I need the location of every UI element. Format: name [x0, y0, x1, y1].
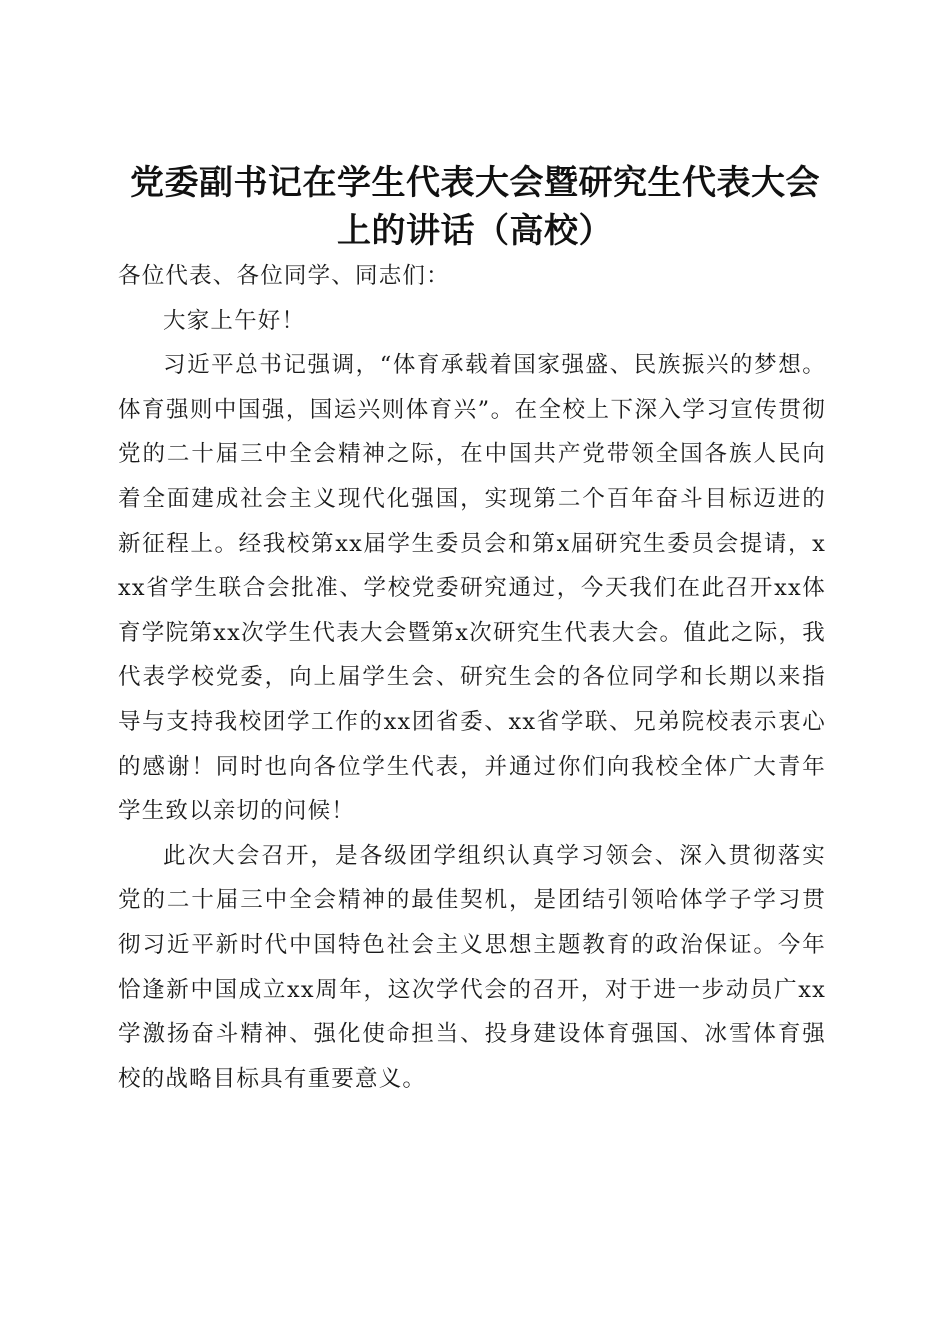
paragraph: 习近平总书记强调，“体育承载着国家强盛、民族振兴的梦想。体育强则中国强，国运兴则体育兴”。在全校上下深入学习宣传贯彻党的二十届三中全会精神之际，在中国共产党带领全国各族人民向着全面建成社会主义现代化强国，实现第二个百年奋斗目标迈进的新征程上。经我校第xx届学生委员会和第x届研究生委员会提请，xxx省学生联合会批准、学校党委研究通过，今天我们在此召开xx体育学院第xx次学生代表大会暨第x次研究生代表大会。值此之际，我代表学校党委，向上届学生会、研究生会的各位同学和长期以来指导与支持我校团学工作的xx团省委、xx省学联、兄弟院校表示衷心的感谢！同时也向各位学生代表，并通过你们向我校全体广大青年学生致以亲切的问候！ [118, 352, 826, 825]
speech-body [118, 254, 826, 1101]
greeting: 大家上午好！ [163, 307, 306, 334]
document-title [100, 159, 850, 255]
paragraph: 此次大会召开，是各级团学组织认真学习领会、深入贯彻落实党的二十届三中全会精神的最佳契机，是团结引领哈体学子学习贯彻习近平新时代中国特色社会主义思想主题教育的政治保证。今年恰逢新中国成立xx周年，这次学代会的召开，对于进一步动员广xx学激扬奋斗精神、强化使命担当、投身建设体育强国、冰雪体育强校的战略目标具有重要意义。 [118, 842, 826, 1092]
salutation: 各位代表、各位同学、同志们： [118, 263, 450, 289]
title-line-2: 上的讲话（高校） [337, 210, 613, 251]
title-line-1: 党委副书记在学生代表大会暨研究生代表大会 [130, 162, 820, 203]
